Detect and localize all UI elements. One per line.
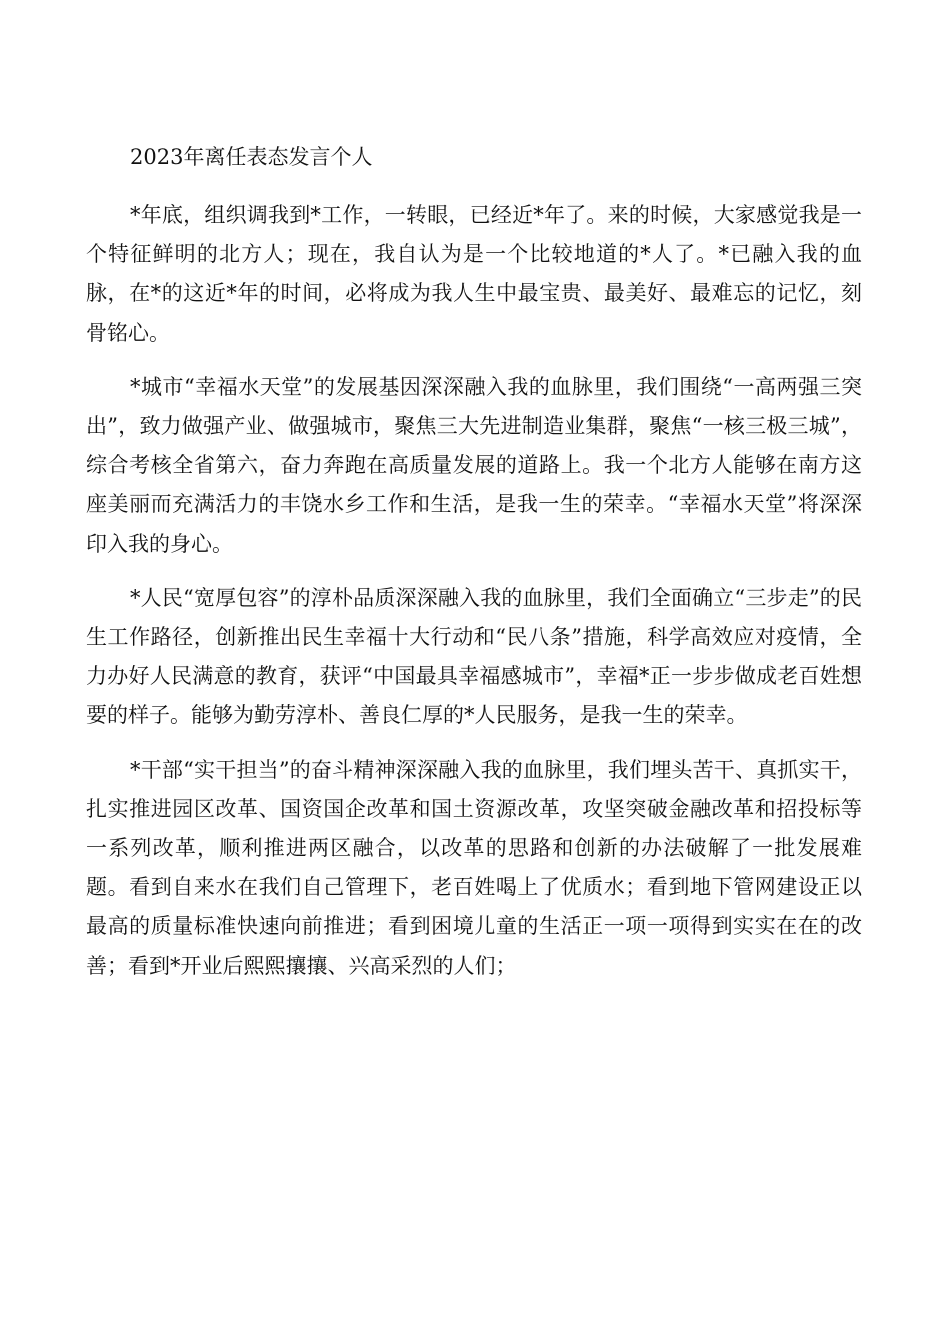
document-title: 2023年离任表态发言个人 xyxy=(130,145,373,169)
paragraph-4: *干部“实干担当”的奋斗精神深深融入我的血脉里，我们埋头苦干、真抓实干，扎实推进园区改革、国资国企改革和国土资源改革，攻坚突破金融改革和招投标等一系列改革，顺利推进两区融合，以改革的思路和创新的办法破解了一批发展难题。看到自来水在我们自己管理下，老百姓喝上了优质水；看到地下管网建设正以最高的质量标准快速向前推进；看到困境儿童的生活正一项一项得到实实在在的改善；看到*开业后熙熙攘攘、兴高采烈的人们； xyxy=(86,757,862,978)
paragraph-2: *城市“幸福水天堂”的发展基因深深融入我的血脉里，我们围绕“一高两强三突出”，致力做强产业、做强城市，聚焦三大先进制造业集群，聚焦“一核三极三城”，综合考核全省第六，奋力奔跑在高质量发展的道路上。我一个北方人能够在南方这座美丽而充满活力的丰饶水乡工作和生活，是我一生的荣幸。“幸福水天堂”将深深印入我的身心。 xyxy=(86,374,862,556)
paragraph-3: *人民“宽厚包容”的淳朴品质深深融入我的血脉里，我们全面确立“三步走”的民生工作路径，创新推出民生幸福十大行动和“民八条”措施，科学高效应对疫情，全力办好人民满意的教育，获评“中国最具幸福感城市”，幸福*正一步步做成老百姓想要的样子。能够为勤劳淳朴、善良仁厚的*人民服务，是我一生的荣幸。 xyxy=(86,585,862,728)
document-body xyxy=(86,140,862,1001)
paragraph-1: *年底，组织调我到*工作，一转眼，已经近*年了。来的时候，大家感觉我是一个特征鲜明的北方人；现在，我自认为是一个比较地道的*人了。*已融入我的血脉，在*的这近*年的时间，必将成为我人生中最宝贵、最美好、最难忘的记忆，刻骨铭心。 xyxy=(86,203,862,345)
